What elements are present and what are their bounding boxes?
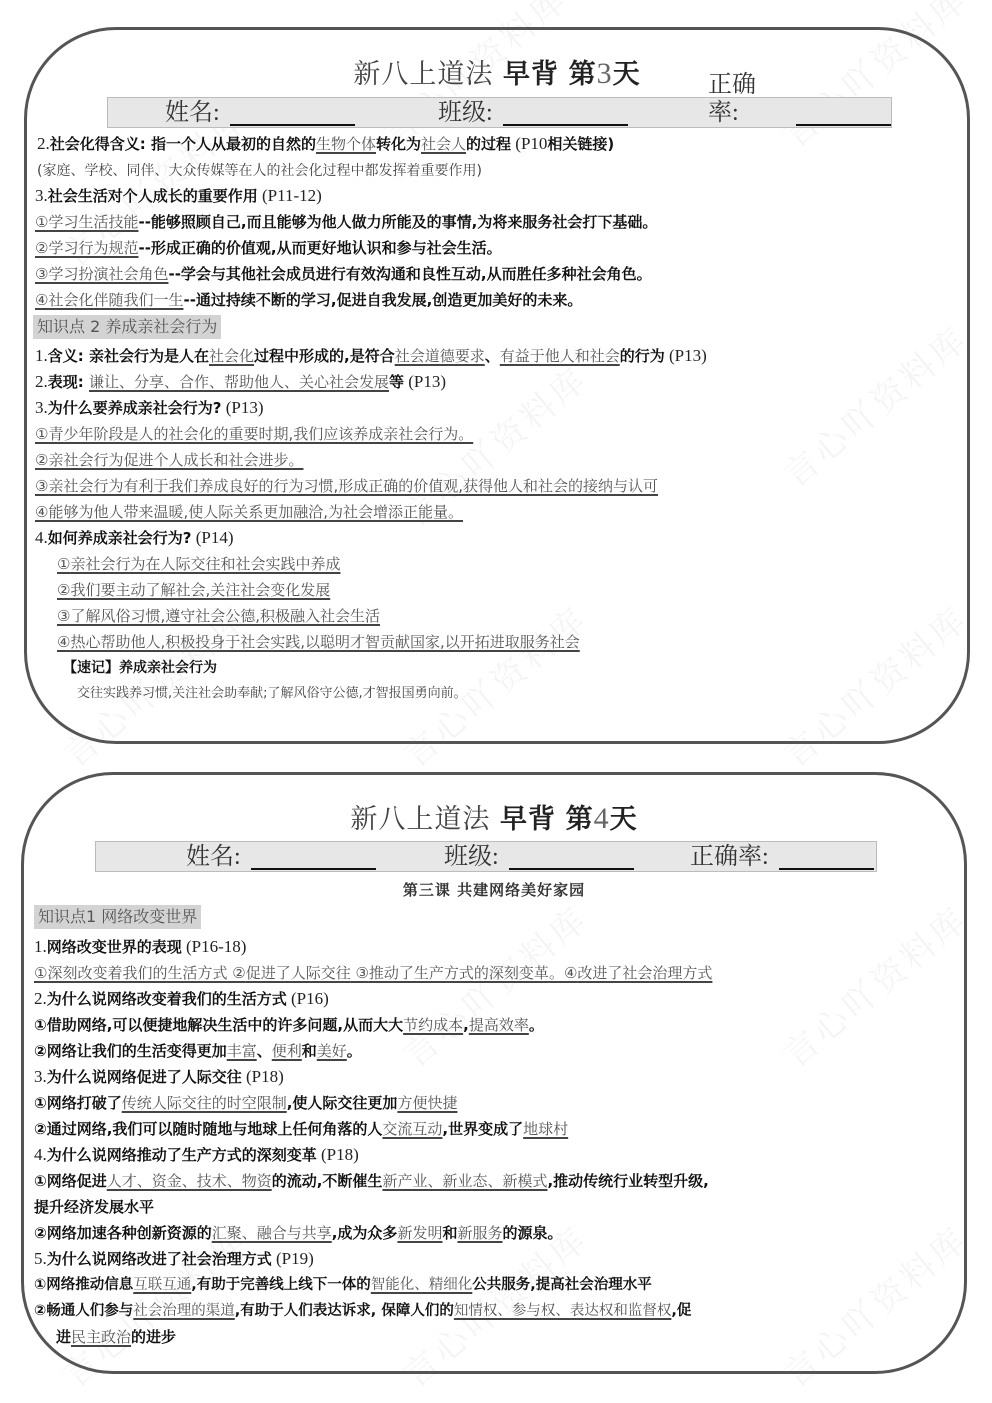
section-header: 知识点1 网络改变世界 [34,905,201,929]
text-line: ①网络推动信息互联互通,有助于完善线上线下一体的智能化、精细化公共服务,提高社会治理水平 [34,1277,652,1293]
text-line: 4.为什么说网络推动了生产方式的深刻变革 (P18) [34,1145,359,1164]
section-header: 知识点 2 养成亲社会行为 [33,315,221,339]
text-line: ①网络打破了传统人际交往的时空限制,使人际交往更加方便快捷 [34,1094,458,1112]
text-line: ①深刻改变着我们的生活方式 ②促进了人际交往 ③推动了生产方式的深刻变革。④改进了社会治理方式 [34,964,713,982]
text-line: 5.为什么说网络改进了社会治理方式 (P19) [34,1249,314,1268]
text-line: ④能够为他人带来温暖,使人际关系更加融洽,为社会增添正能量。 [35,503,463,521]
text-line: 3.社会生活对个人成长的重要作用 (P11-12) [35,186,322,205]
name-field[interactable]: 姓名: [186,843,376,871]
name-blank[interactable] [230,124,355,126]
text-line: ②通过网络,我们可以随时随地与地球上任何角落的人交流互动,世界变成了地球村 [34,1120,569,1138]
class-blank[interactable] [503,124,628,126]
text-line: ①亲社会行为在人际交往和社会实践中养成 [57,555,341,573]
text-line: ①借助网络,可以便捷地解决生活中的许多问题,从而大大节约成本,提高效率。 [34,1016,544,1034]
text-line: ③学习扮演社会角色--学会与其他社会成员进行有效沟通和良性互动,从而胜任多种社会角色。 [35,265,652,283]
accuracy-field[interactable]: 正确率: [690,843,874,871]
text-line: 1.网络改变世界的表现 (P16-18) [34,937,247,956]
day-number: 4 [593,802,610,835]
text-line: ①学习生活技能--能够照顾自己,而且能够为他人做力所能及的事情,为将来服务社会打下基础。 [35,213,658,231]
text-line: 3.为什么说网络促进了人际交往 (P18) [34,1067,284,1086]
text-line: 提升经济发展水平 [34,1198,155,1216]
day4-card [21,772,967,1374]
text-line: ②亲社会行为促进个人成长和社会进步。 [35,451,304,469]
text-line: ④热心帮助他人,积极投身于社会实践,以聪明才智贡献国家,以开拓进取服务社会 [57,633,580,651]
class-field[interactable]: 班级: [444,843,634,871]
class-field[interactable]: 班级: [438,99,628,127]
text-line: ②网络加速各种创新资源的汇聚、融合与共享,成为众多新发明和新服务的源泉。 [34,1224,563,1242]
accuracy-field[interactable]: 正确率: [708,71,891,127]
day-number: 3 [596,57,613,90]
text-line: ②学习行为规范--形成正确的价值观,从而更好地认识和参与社会生活。 [35,239,502,257]
text-line: (家庭、学校、同伴、大众传媒等在人的社会化过程中都发挥着重要作用) [37,163,482,179]
text-line: 4.如何养成亲社会行为? (P14) [35,528,234,547]
card-title: 新八上道法 早背 第4天 [350,802,638,835]
text-line: ③亲社会行为有利于我们养成良好的行为习惯,形成正确的价值观,获得他人和社会的接纳与认可 [35,477,658,495]
day3-card [24,27,970,744]
text-line: ②网络让我们的生活变得更加丰富、便利和美好。 [34,1042,362,1060]
memo-text: 交往实践养习惯,关注社会助奉献;了解风俗守公德,才智报国勇向前。 [77,686,467,701]
text-line: 进民主政治的进步 [56,1328,177,1346]
text-line: 1.含义: 亲社会行为是人在社会化过程中形成的,是符合社会道德要求、有益于他人和社会的行为 (P13) [35,346,707,365]
memo-title: 【速记】养成亲社会行为 [63,660,217,676]
text-line: ①网络促进人才、资金、技术、物资的流动,不断催生新产业、新业态、新模式,推动传统行业转型升级, [34,1172,709,1190]
text-line: 2.表现: 谦让、分享、合作、帮助他人、关心社会发展等 (P13) [35,372,447,391]
class-blank[interactable] [509,868,634,870]
text-line: 3.为什么要养成亲社会行为? (P13) [35,398,264,417]
name-field[interactable]: 姓名: [165,99,355,127]
lesson-title: 第三课 共建网络美好家园 [402,881,586,899]
text-line: ④社会化伴随我们一生--通过持续不断的学习,促进自我发展,创造更加美好的未来。 [35,291,583,309]
text-line: ③了解风俗习惯,遵守社会公德,积极融入社会生活 [57,607,380,625]
text-line: ②我们要主动了解社会,关注社会变化发展 [57,581,331,599]
card-title: 新八上道法 早背 第3天 [353,57,641,90]
text-line: ②畅通人们参与社会治理的渠道,有助于人们表达诉求, 保障人们的知情权、参与权、表达权和监督权,促 [34,1303,692,1319]
accuracy-blank[interactable] [796,124,891,126]
accuracy-blank[interactable] [779,868,874,870]
name-blank[interactable] [251,868,376,870]
text-line: ①青少年阶段是人的社会化的重要时期,我们应该养成亲社会行为。 [35,425,474,443]
text-line: 2.社会化得含义: 指一个人从最初的自然的生物个体转化为社会人的过程 (P10相关链接) [37,134,615,153]
name-bar [95,841,877,872]
text-line: 2.为什么说网络改变着我们的生活方式 (P16) [34,989,329,1008]
